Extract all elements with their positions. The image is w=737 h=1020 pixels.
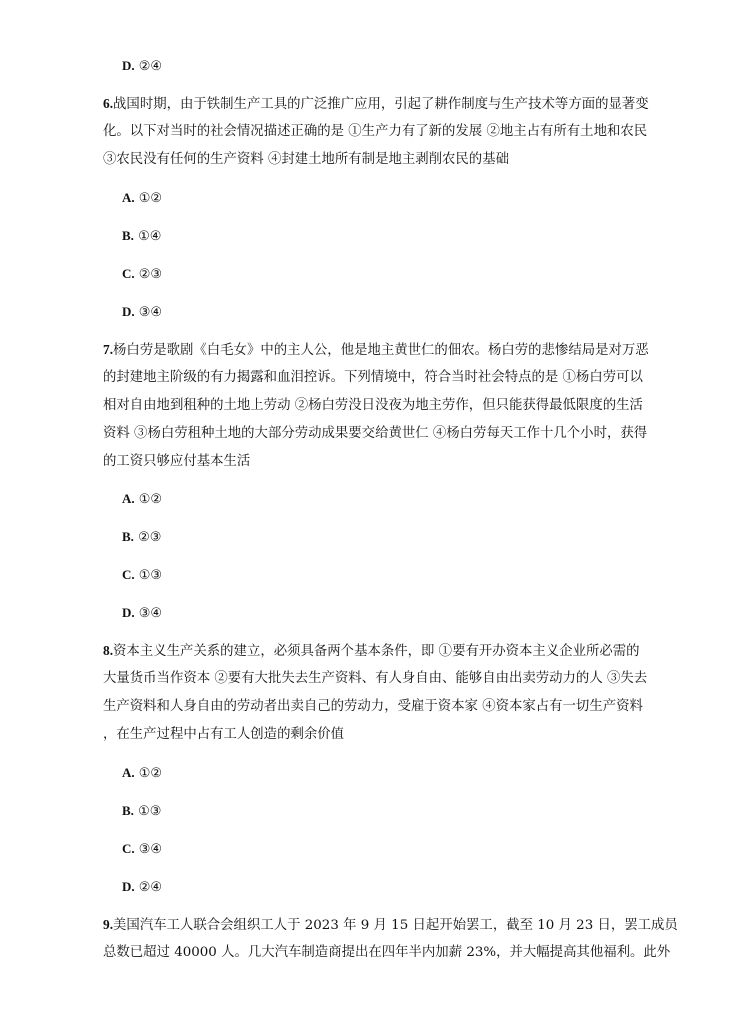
option-letter: D.: [122, 605, 135, 620]
q6-line-3: ③农民没有任何的生产资料 ④封建土地所有制是地主剥削农民的基础: [103, 152, 509, 167]
option-text: ②④: [138, 59, 163, 74]
option-text: ②③: [138, 267, 163, 282]
question-number: 7.: [103, 342, 114, 357]
question-number: 9.: [103, 917, 114, 932]
q6-option-b: [122, 227, 161, 246]
option-text: ③④: [138, 842, 163, 857]
q6-option-c: [122, 265, 162, 284]
q9-line-2: 总数已超过 40000 人。几大汽车制造商提出在四年半内加薪 23%，并大幅提高其他福利。此外: [103, 945, 671, 960]
q6-option-a: [122, 189, 162, 208]
option-letter: B.: [122, 529, 134, 544]
option-text: ①④: [138, 229, 162, 244]
question-number: 6.: [103, 96, 114, 111]
option-text: ①②: [138, 492, 163, 507]
q8-option-b: [122, 802, 161, 821]
option-letter: D.: [122, 879, 135, 894]
option-text: ①②: [138, 191, 163, 206]
q9-line-1: [103, 915, 678, 936]
option-letter: A.: [122, 190, 135, 205]
q7-option-b: [122, 528, 161, 547]
q8-line-2: 大量货币当作资本 ②要有大批失去生产资料、有人身自由、能够自由出卖劳动力的人 ③失去: [103, 671, 648, 686]
q6-option-d: [122, 303, 162, 322]
option-letter: A.: [122, 765, 135, 780]
question-text: 资本主义生产关系的建立，必须具备两个基本条件，即 ①要有开办资本主义企业所必需的: [113, 644, 640, 659]
q7-line-2: 的封建地主阶级的有力揭露和血泪控诉。下列情境中，符合当时社会特点的是 ①杨白劳可以: [103, 370, 643, 385]
option-text: ②④: [138, 880, 163, 895]
option-text: ②③: [138, 530, 162, 545]
option-letter: C.: [122, 841, 135, 856]
q8-option-a: [122, 764, 162, 783]
question-text: 战国时期，由于铁制生产工具的广泛推广应用，引起了耕作制度与生产技术等方面的显著变: [113, 97, 649, 112]
option-letter: D.: [122, 304, 135, 319]
q8-line-4: ，在生产过程中占有工人创造的剩余价值: [103, 727, 345, 742]
option-text: ①③: [138, 568, 163, 583]
question-text: 美国汽车工人联合会组织工人于 2023 年 9 月 15 日起开始罢工，截至 10 月 23 日，罢工成员: [113, 918, 678, 933]
q7-line-4: 资料 ③杨白劳租种土地的大部分劳动成果要交给黄世仁 ④杨白劳每天工作十几个小时，获得: [103, 426, 648, 441]
q5-option-d: [122, 57, 162, 76]
q7-line-5: 的工资只够应付基本生活: [103, 454, 251, 469]
q7-option-a: [122, 490, 162, 509]
option-letter: C.: [122, 567, 135, 582]
question-text: 杨白劳是歌剧《白毛女》中的主人公，他是地主黄世仁的佃农。杨白劳的悲惨结局是对万恶: [113, 343, 649, 358]
q6-line-2: 化。以下对当时的社会情况描述正确的是 ①生产力有了新的发展 ②地主占有所有土地和农民: [103, 124, 648, 139]
q8-option-d: [122, 878, 162, 897]
question-number: 8.: [103, 643, 114, 658]
q7-line-3: 相对自由地到租种的土地上劳动 ②杨白劳没日没夜为地主劳作，但只能获得最低限度的生活: [103, 398, 643, 413]
option-letter: A.: [122, 491, 135, 506]
q8-option-c: [122, 840, 162, 859]
option-text: ①③: [138, 804, 162, 819]
q8-line-1: [103, 641, 640, 662]
option-text: ①②: [138, 766, 163, 781]
option-letter: D.: [122, 58, 135, 73]
option-text: ③④: [138, 606, 163, 621]
q7-option-d: [122, 604, 162, 623]
option-letter: B.: [122, 228, 134, 243]
option-letter: C.: [122, 266, 135, 281]
option-text: ③④: [138, 305, 163, 320]
option-letter: B.: [122, 803, 134, 818]
q8-line-3: 生产资料和人身自由的劳动者出卖自己的劳动力，受雇于资本家 ④资本家占有一切生产资料: [103, 699, 643, 714]
q7-line-1: [103, 340, 649, 361]
q6-line-1: [103, 94, 649, 115]
q7-option-c: [122, 566, 162, 585]
